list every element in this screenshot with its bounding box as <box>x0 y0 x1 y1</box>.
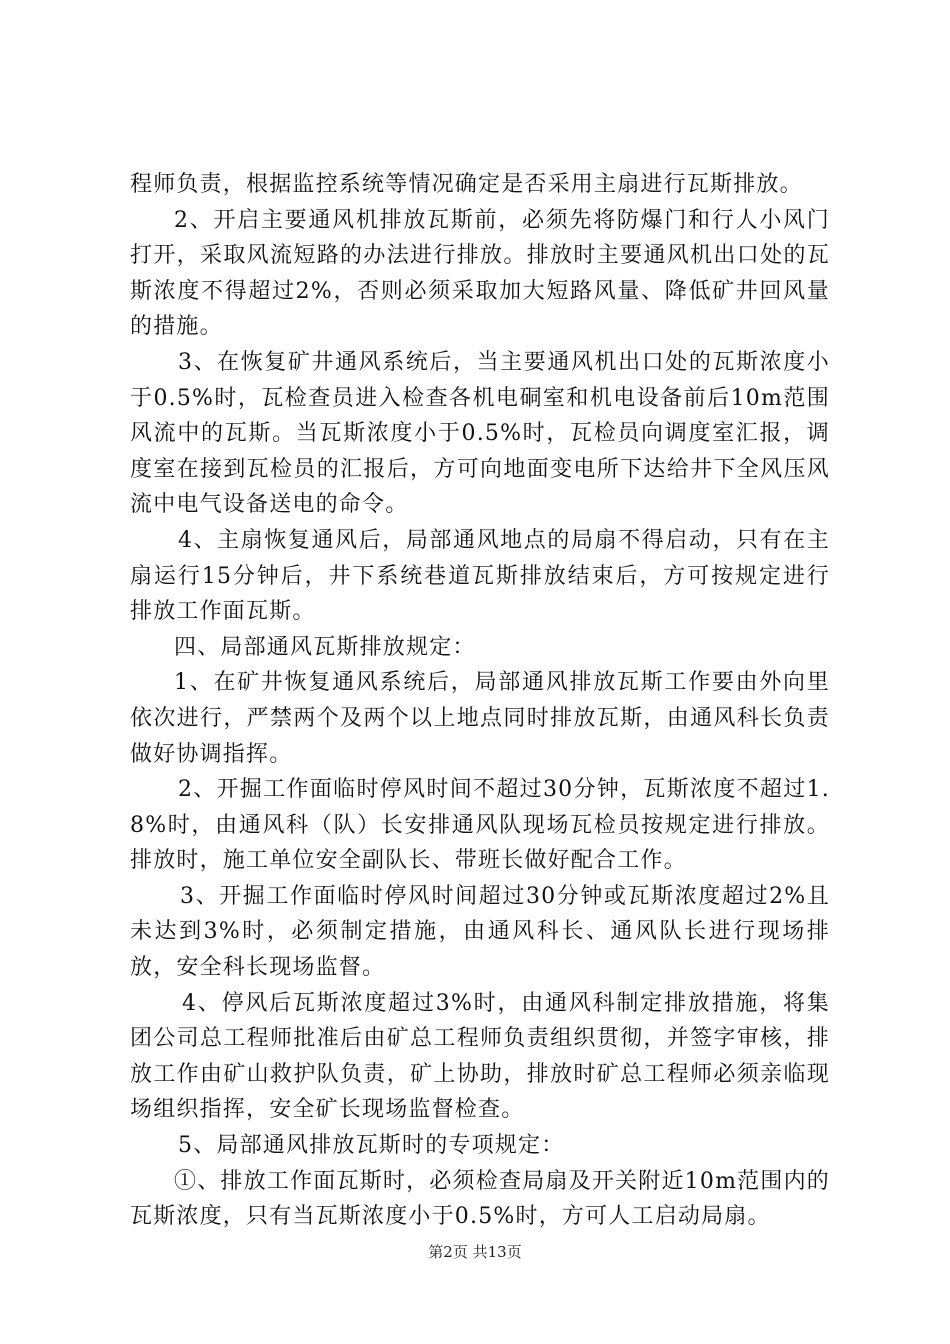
paragraph-item-2: 2、开启主要通风机排放瓦斯前，必须先将防爆门和行人小风门打开，采取风流短路的办法进行排放。排放时主要通风机出口处的瓦斯浓度不得超过2%，否则必须采取加大短路风量、降低矿井回风量的措施。 <box>130 207 830 340</box>
paragraph-local-4: 4、停风后瓦斯浓度超过3%时，由通风科制定排放措施，将集团公司总工程师批准后由矿总工程师负责组织贯彻，并签字审核，排放工作由矿山救护队负责，矿上协助，排放时矿总工程师必须亲临现场组织指挥，安全矿长现场监督检查。 <box>130 990 830 1123</box>
paragraph-local-3: 3、开掘工作面临时停风时间超过30分钟或瓦斯浓度超过2%且未达到3%时，必须制定措施，由通风科长、通风队长进行现场排放，安全科长现场监督。 <box>130 883 830 981</box>
paragraph-local-5: 5、局部通风排放瓦斯时的专项规定： <box>178 1133 565 1159</box>
section-heading-4: 四、局部通风瓦斯排放规定： <box>174 634 476 660</box>
paragraph-continuation: 程师负责，根据监控系统等情况确定是否采用主扇进行瓦斯排放。 <box>130 172 803 197</box>
paragraph-local-2: 2、开掘工作面临时停风时间不超过30分钟，瓦斯浓度不超过1.8%时，由通风科（队）长安排通风队现场瓦检员按规定进行排放。排放时，施工单位安全副队长、带班长做好配合工作。 <box>130 777 830 874</box>
document-body <box>130 167 830 1235</box>
paragraph-local-5-1: ①、排放工作面瓦斯时，必须检查局扇及开关附近10m范围内的瓦斯浓度，只有当瓦斯浓度小于0.5%时，方可人工启动局扇。 <box>130 1168 830 1230</box>
page-footer: 第2页 共13页 <box>428 1243 522 1261</box>
paragraph-item-3: 3、在恢复矿井通风系统后，当主要通风机出口处的瓦斯浓度小于0.5%时，瓦检查员进入检查各机电硐室和机电设备前后10m范围风流中的瓦斯。当瓦斯浓度小于0.5%时，瓦检员向调度室汇报，调度室在接到瓦检员的汇报后，方可向地面变电所下达给井下全风压风流中电气设备送电的命令。 <box>130 349 830 518</box>
paragraph-local-1: 1、在矿井恢复通风系统后，局部通风排放瓦斯工作要由外向里依次进行，严禁两个及两个以上地点同时排放瓦斯，由通风科长负责做好协调指挥。 <box>130 670 830 767</box>
paragraph-item-4: 4、主扇恢复通风后，局部通风地点的局扇不得启动，只有在主扇运行15分钟后，井下系统巷道瓦斯排放结束后，方可按规定进行排放工作面瓦斯。 <box>130 527 830 625</box>
